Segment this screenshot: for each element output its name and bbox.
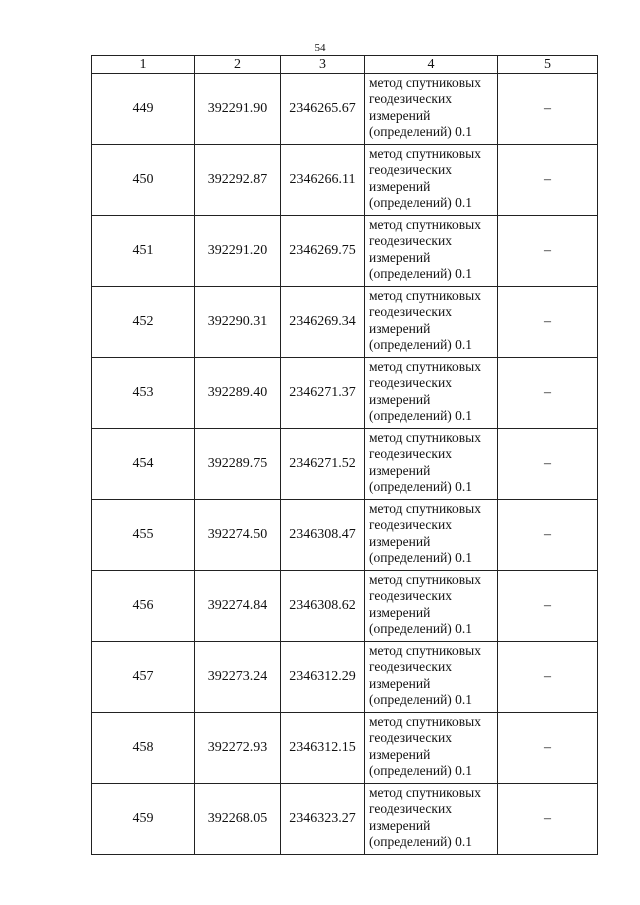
method-line: (определений) 0.1: [369, 621, 473, 637]
method-line: геодезических: [369, 162, 452, 178]
method-line: измерений: [369, 178, 431, 194]
y-coordinate-cell: 2346323.27: [281, 784, 365, 855]
method-cell: [365, 642, 498, 713]
method-line: (определений) 0.1: [369, 124, 473, 140]
y-coordinate-cell: 2346312.29: [281, 642, 365, 713]
table-body: [92, 74, 598, 855]
method-cell: [365, 216, 498, 287]
method-line: геодезических: [369, 233, 452, 249]
header-col-5: 5: [498, 56, 598, 74]
x-coordinate-cell: 392273.24: [195, 642, 281, 713]
method-line: измерений: [369, 604, 431, 620]
method-cell: [365, 429, 498, 500]
note-cell: –: [498, 429, 598, 500]
x-coordinate-cell: 392268.05: [195, 784, 281, 855]
table-row: [92, 500, 598, 571]
method-line: геодезических: [369, 446, 452, 462]
method-line: метод спутниковых: [369, 75, 481, 90]
table-row: [92, 287, 598, 358]
table-row: [92, 429, 598, 500]
table-row: [92, 145, 598, 216]
method-cell: [365, 287, 498, 358]
x-coordinate-cell: 392291.90: [195, 74, 281, 145]
method-line: измерений: [369, 817, 431, 833]
point-number-cell: 453: [92, 358, 195, 429]
method-cell: [365, 358, 498, 429]
y-coordinate-cell: 2346269.75: [281, 216, 365, 287]
method-line: (определений) 0.1: [369, 692, 473, 708]
method-line: геодезических: [369, 730, 452, 746]
x-coordinate-cell: 392289.40: [195, 358, 281, 429]
method-line: измерений: [369, 533, 431, 549]
method-line: измерений: [369, 462, 431, 478]
method-line: геодезических: [369, 517, 452, 533]
method-line: измерений: [369, 320, 431, 336]
x-coordinate-cell: 392291.20: [195, 216, 281, 287]
table-row: [92, 784, 598, 855]
point-number-cell: 455: [92, 500, 195, 571]
point-number-cell: 456: [92, 571, 195, 642]
method-line: геодезических: [369, 659, 452, 675]
x-coordinate-cell: 392274.84: [195, 571, 281, 642]
method-line: (определений) 0.1: [369, 550, 473, 566]
table-row: [92, 713, 598, 784]
header-col-3: 3: [281, 56, 365, 74]
y-coordinate-cell: 2346269.34: [281, 287, 365, 358]
point-number-cell: 452: [92, 287, 195, 358]
x-coordinate-cell: 392290.31: [195, 287, 281, 358]
method-cell: [365, 74, 498, 145]
method-cell: [365, 571, 498, 642]
table-row: [92, 571, 598, 642]
x-coordinate-cell: 392274.50: [195, 500, 281, 571]
point-number-cell: 450: [92, 145, 195, 216]
method-cell: [365, 145, 498, 216]
y-coordinate-cell: 2346308.47: [281, 500, 365, 571]
y-coordinate-cell: 2346271.52: [281, 429, 365, 500]
y-coordinate-cell: 2346271.37: [281, 358, 365, 429]
method-line: метод спутниковых: [369, 785, 481, 800]
note-cell: –: [498, 642, 598, 713]
x-coordinate-cell: 392289.75: [195, 429, 281, 500]
method-line: метод спутниковых: [369, 643, 481, 658]
header-col-4: 4: [365, 56, 498, 74]
point-number-cell: 451: [92, 216, 195, 287]
x-coordinate-cell: 392292.87: [195, 145, 281, 216]
method-line: метод спутниковых: [369, 217, 481, 232]
method-line: геодезических: [369, 304, 452, 320]
table-row: [92, 642, 598, 713]
note-cell: –: [498, 500, 598, 571]
coordinates-table: [91, 55, 598, 855]
table-row: [92, 358, 598, 429]
table-row: [92, 74, 598, 145]
method-line: (определений) 0.1: [369, 479, 473, 495]
method-line: геодезических: [369, 91, 452, 107]
method-line: геодезических: [369, 588, 452, 604]
y-coordinate-cell: 2346312.15: [281, 713, 365, 784]
method-line: метод спутниковых: [369, 572, 481, 587]
method-line: (определений) 0.1: [369, 763, 473, 779]
method-line: (определений) 0.1: [369, 337, 473, 353]
method-line: измерений: [369, 675, 431, 691]
note-cell: –: [498, 358, 598, 429]
method-line: (определений) 0.1: [369, 408, 473, 424]
point-number-cell: 457: [92, 642, 195, 713]
method-line: измерений: [369, 746, 431, 762]
header-col-2: 2: [195, 56, 281, 74]
note-cell: –: [498, 74, 598, 145]
point-number-cell: 454: [92, 429, 195, 500]
note-cell: –: [498, 784, 598, 855]
method-line: метод спутниковых: [369, 359, 481, 374]
table-row: [92, 216, 598, 287]
note-cell: –: [498, 145, 598, 216]
method-cell: [365, 500, 498, 571]
x-coordinate-cell: 392272.93: [195, 713, 281, 784]
note-cell: –: [498, 713, 598, 784]
method-cell: [365, 713, 498, 784]
method-line: измерений: [369, 249, 431, 265]
method-line: (определений) 0.1: [369, 834, 473, 850]
method-line: метод спутниковых: [369, 501, 481, 516]
method-line: метод спутниковых: [369, 430, 481, 445]
page-number: 54: [314, 42, 326, 54]
note-cell: –: [498, 287, 598, 358]
note-cell: –: [498, 216, 598, 287]
method-line: метод спутниковых: [369, 714, 481, 729]
point-number-cell: 458: [92, 713, 195, 784]
method-line: метод спутниковых: [369, 146, 481, 161]
method-line: измерений: [369, 391, 431, 407]
method-line: измерений: [369, 107, 431, 123]
note-cell: –: [498, 571, 598, 642]
method-line: геодезических: [369, 375, 452, 391]
method-line: (определений) 0.1: [369, 195, 473, 211]
point-number-cell: 449: [92, 74, 195, 145]
method-cell: [365, 784, 498, 855]
point-number-cell: 459: [92, 784, 195, 855]
method-line: геодезических: [369, 801, 452, 817]
header-row: [92, 56, 598, 74]
y-coordinate-cell: 2346265.67: [281, 74, 365, 145]
method-line: (определений) 0.1: [369, 266, 473, 282]
y-coordinate-cell: 2346266.11: [281, 145, 365, 216]
y-coordinate-cell: 2346308.62: [281, 571, 365, 642]
header-col-1: 1: [92, 56, 195, 74]
method-line: метод спутниковых: [369, 288, 481, 303]
